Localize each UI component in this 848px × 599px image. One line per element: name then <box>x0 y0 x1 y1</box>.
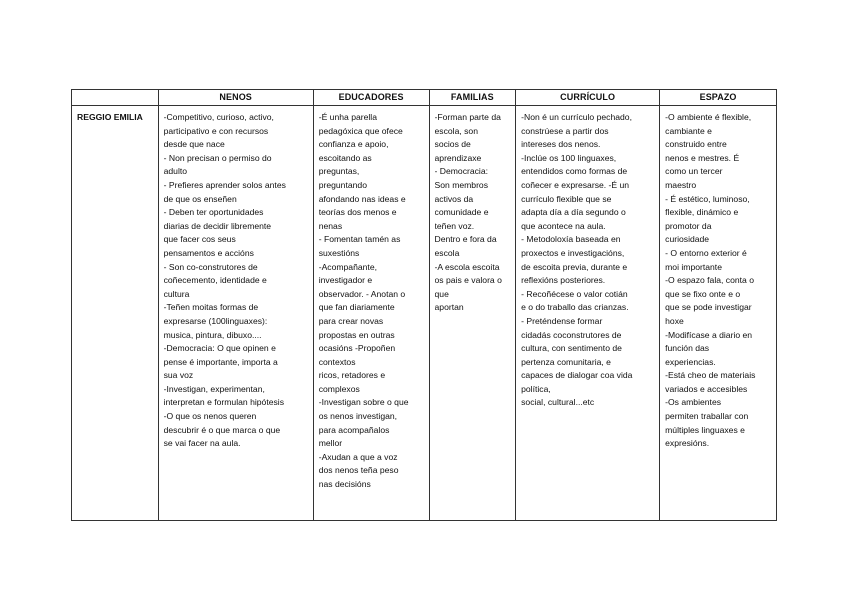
cell-text-line: flexible, dinámico e <box>665 207 739 218</box>
cell-text-line: pedagóxica que ofece <box>318 125 403 136</box>
cell-text-line: cambiante e <box>665 125 712 136</box>
cell-text-line: para acompañalos <box>318 424 390 435</box>
cell-text-line: -A escola escoita <box>434 261 500 272</box>
cell-text-line: - Deben ter oportunidades <box>163 207 264 218</box>
cell-text-line: nenos e mestres. É <box>665 152 740 163</box>
cell-text-line: constrúese a partir dos <box>521 125 609 136</box>
cell-text-line: como un tercer <box>665 166 723 177</box>
cell-text-line: pense é importante, importa a <box>163 356 278 367</box>
cell-text-line: socios de <box>434 139 471 150</box>
cell-text-line: descubrir é o que marca o que <box>163 424 281 435</box>
cell-text-line: escoitando as <box>318 152 372 163</box>
cell-text-line: -O espazo fala, conta o <box>665 275 754 286</box>
cell-text-line: mellor <box>318 438 343 449</box>
cell-text-line: coñecemento, identidade e <box>163 275 267 286</box>
comparison-table <box>71 89 777 521</box>
cell-text-line: teñen voz. <box>434 220 475 231</box>
cell-text-line: cidadás coconstrutores de <box>521 329 622 340</box>
cell-text-line: -É unha parella <box>318 112 377 122</box>
cell-text-line: reflexións posteriores. <box>521 275 606 286</box>
cell-text-line: currículo flexible que se <box>521 193 612 204</box>
cell-text-line: -Modifícase a diario en <box>665 329 753 340</box>
cell-text-line: hoxe <box>665 315 684 326</box>
cell-text-line: -Investigan, experimentan, <box>163 383 265 394</box>
cell-text-line: musica, pintura, dibuxo.... <box>163 329 262 340</box>
cell-text-line: diarias de decidir libremente <box>163 220 272 231</box>
cell-text-line: que acontece na aula. <box>521 220 606 231</box>
cell-text-line: nas decisións <box>318 479 371 490</box>
cell-text-line: -Democracia: O que opinen e <box>163 343 276 354</box>
row-label-reggio-emilia: REGGIO EMILIA <box>72 106 159 521</box>
cell-educadores <box>313 106 429 521</box>
cell-text-line: aprendizaxe <box>434 152 482 163</box>
cell-text-line: -Está cheo de materiais <box>665 370 756 381</box>
cell-text-line: escola <box>434 247 460 258</box>
cell-text-line: nenas <box>318 220 343 231</box>
cell-text-line: pensamentos e accións <box>163 247 254 258</box>
cell-text-line: se vai facer na aula. <box>163 438 241 449</box>
cell-text-line: -Competitivo, curioso, activo, <box>163 112 274 122</box>
cell-text-line: - Recoñécese o valor cotián <box>521 288 628 299</box>
cell-text-line: cultura <box>163 288 190 299</box>
corner-cell <box>72 90 159 106</box>
cell-text-line: ocasións -Propoñen <box>318 343 396 354</box>
cell-text-line: - O entorno exterior é <box>665 247 747 258</box>
cell-text-line: social, cultural...etc <box>521 397 595 408</box>
cell-text-line: -Forman parte da <box>434 112 501 122</box>
cell-text-line: entendidos como formas de <box>521 166 628 177</box>
cell-text-line: expresarse (100linguaxes): <box>163 315 268 326</box>
cell-text-line: teorías dos menos e <box>318 207 397 218</box>
cell-text-line: que se fixo onte e o <box>665 288 741 299</box>
cell-text-line: os pais e valora o <box>434 275 502 286</box>
cell-text-line: suxestións <box>318 247 360 258</box>
cell-text-line: pertenza comunitaria, e <box>521 356 611 367</box>
cell-text-line: Dentro e fora da <box>434 234 497 245</box>
cell-text-line: comunidade e <box>434 207 489 218</box>
cell-text-line: escola, son <box>434 125 478 136</box>
cell-text-line: dos nenos teña peso <box>318 465 399 476</box>
cell-text-line: ricos, retadores e <box>318 370 386 381</box>
cell-text-line: - Metodoloxía baseada en <box>521 234 621 245</box>
cell-text-line: variados e accesibles <box>665 383 748 394</box>
cell-text-line: -O que os nenos queren <box>163 411 257 422</box>
cell-text-line: sua voz <box>163 370 194 381</box>
cell-curriculo <box>516 106 660 521</box>
table-row <box>72 106 777 521</box>
cell-text-line: intereses dos nenos. <box>521 139 601 150</box>
cell-text-line: expresións. <box>665 438 710 449</box>
cell-text-line: adapta día a día segundo o <box>521 207 626 218</box>
cell-familias <box>429 106 516 521</box>
cell-text-line: construido entre <box>665 139 727 150</box>
cell-text-line: Son membros <box>434 179 489 190</box>
cell-text-line: que <box>434 288 449 299</box>
cell-text-line: de escoita previa, durante e <box>521 261 628 272</box>
header-educadores: EDUCADORES <box>313 90 429 106</box>
cell-text-line: -Non é un currículo pechado, <box>521 112 632 122</box>
cell-text-line: función das <box>665 343 710 354</box>
cell-text-line: investigador e <box>318 275 373 286</box>
cell-text-line: contextos <box>318 356 356 367</box>
cell-text-line: desde que nace <box>163 139 225 150</box>
cell-text-line: propostas en outras <box>318 329 395 340</box>
cell-text-line: que se pode investigar <box>665 302 752 313</box>
cell-text-line: curiosidade <box>665 234 710 245</box>
cell-text-line: moi importante <box>665 261 722 272</box>
cell-text-line: de que os enseñen <box>163 193 237 204</box>
cell-text-line: que facer cos seus <box>163 234 236 245</box>
cell-text-line: -Os ambientes <box>665 397 722 408</box>
cell-text-line: para crear novas <box>318 315 384 326</box>
cell-text-line: -Inclúe os 100 linguaxes, <box>521 152 617 163</box>
header-espazo: ESPAZO <box>660 90 777 106</box>
cell-text-line: permiten traballar con <box>665 411 749 422</box>
cell-text-line: - Fomentan tamén as <box>318 234 401 245</box>
cell-espazo <box>660 106 777 521</box>
cell-text-line: - Non precisan o permiso do <box>163 152 272 163</box>
cell-text-line: política, <box>521 383 551 394</box>
cell-text-line: preguntando <box>318 179 367 190</box>
cell-text-line: interpretan e formulan hipótesis <box>163 397 284 408</box>
cell-text-line: - Son co-construtores de <box>163 261 258 272</box>
cell-text-line: e o do traballo das crianzas. <box>521 302 629 313</box>
cell-text-line: maestro <box>665 179 697 190</box>
cell-text-line: cultura, con sentimento de <box>521 343 622 354</box>
cell-text-line: promotor da <box>665 220 712 231</box>
cell-text-line: - É estético, luminoso, <box>665 193 750 204</box>
cell-text-line: participativo e con recursos <box>163 125 269 136</box>
cell-text-line: proxectos e investigacións, <box>521 247 625 258</box>
cell-text-line: capaces de dialogar coa vida <box>521 370 633 381</box>
cell-nenos <box>158 106 313 521</box>
cell-text-line: -Teñen moitas formas de <box>163 302 259 313</box>
header-familias: FAMILIAS <box>429 90 516 106</box>
cell-text-line: -Axudan a que a voz <box>318 451 398 462</box>
cell-text-line: -O ambiente é flexible, <box>665 112 752 122</box>
cell-text-line: complexos <box>318 383 360 394</box>
header-curriculo: CURRÍCULO <box>516 90 660 106</box>
cell-text-line: -Acompañante, <box>318 261 377 272</box>
cell-text-line: os nenos investigan, <box>318 411 398 422</box>
cell-text-line: observador. - Anotan o <box>318 288 406 299</box>
cell-text-line: activos da <box>434 193 474 204</box>
cell-text-line: múltiples linguaxes e <box>665 424 745 435</box>
cell-text-line: - Democracia: <box>434 166 488 177</box>
header-nenos: NENOS <box>158 90 313 106</box>
header-row <box>72 90 777 106</box>
cell-text-line: preguntas, <box>318 166 360 177</box>
cell-text-line: - Preténdense formar <box>521 315 603 326</box>
cell-text-line: experiencias. <box>665 356 716 367</box>
cell-text-line: adulto <box>163 166 188 177</box>
cell-text-line: aportan <box>434 302 464 313</box>
cell-text-line: confianza e apoio, <box>318 139 389 150</box>
cell-text-line: - Prefieres aprender solos antes <box>163 179 286 190</box>
cell-text-line: afondando nas ideas e <box>318 193 406 204</box>
cell-text-line: coñecer e expresarse. -É un <box>521 179 630 190</box>
cell-text-line: que fan diariamente <box>318 302 395 313</box>
cell-text-line: -Investigan sobre o que <box>318 397 409 408</box>
